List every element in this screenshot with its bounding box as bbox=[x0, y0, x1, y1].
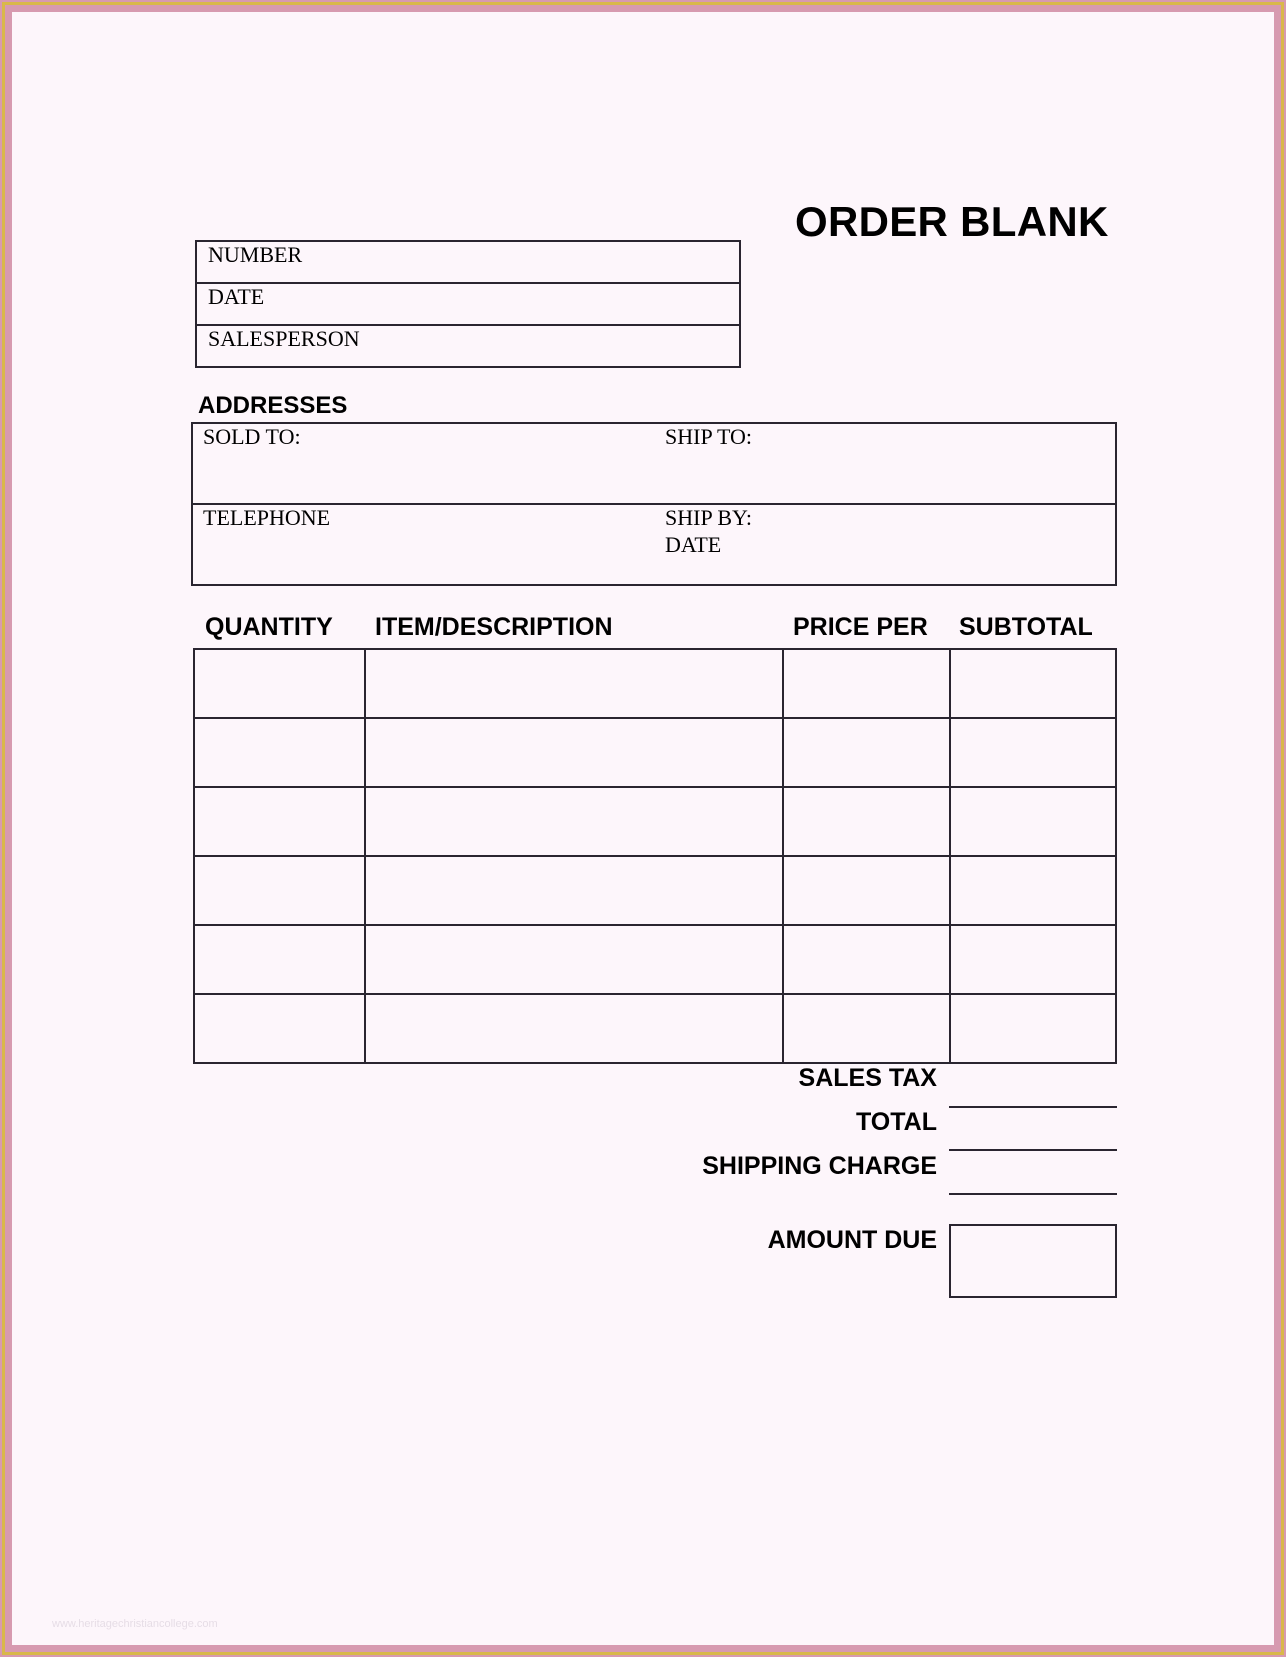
column-header-price-per: PRICE PER bbox=[793, 613, 928, 641]
sales-tax-line[interactable] bbox=[949, 1106, 1117, 1108]
header-divider-1 bbox=[195, 282, 741, 284]
amount-due-label: AMOUNT DUE bbox=[767, 1226, 937, 1254]
column-header-item-description: ITEM/DESCRIPTION bbox=[375, 613, 613, 641]
column-header-subtotal: SUBTOTAL bbox=[959, 613, 1093, 641]
ship-by-date-field[interactable]: DATE bbox=[665, 532, 722, 557]
sold-to-field[interactable]: SOLD TO: bbox=[203, 424, 301, 449]
total-line[interactable] bbox=[949, 1149, 1117, 1151]
items-row-divider-4 bbox=[193, 924, 1117, 926]
salesperson-field-label[interactable]: SALESPERSON bbox=[208, 326, 360, 351]
watermark-text: www.heritagechristiancollege.com bbox=[52, 1618, 218, 1630]
shipping-charge-line[interactable] bbox=[949, 1193, 1117, 1195]
date-field-label[interactable]: DATE bbox=[208, 284, 265, 309]
items-row-divider-5 bbox=[193, 993, 1117, 995]
ship-to-field[interactable]: SHIP TO: bbox=[665, 424, 753, 449]
shipping-charge-label: SHIPPING CHARGE bbox=[702, 1152, 937, 1180]
items-row-divider-2 bbox=[193, 786, 1117, 788]
items-row-divider-3 bbox=[193, 855, 1117, 857]
amount-due-box[interactable] bbox=[949, 1224, 1117, 1298]
column-header-quantity: QUANTITY bbox=[205, 613, 333, 641]
items-row-divider-1 bbox=[193, 717, 1117, 719]
form-title: ORDER BLANK bbox=[795, 198, 1109, 245]
number-field-label[interactable]: NUMBER bbox=[208, 242, 303, 267]
sales-tax-label: SALES TAX bbox=[798, 1064, 937, 1092]
ship-by-field[interactable]: SHIP BY: bbox=[665, 505, 753, 530]
telephone-field[interactable]: TELEPHONE bbox=[203, 505, 331, 530]
addresses-heading: ADDRESSES bbox=[198, 392, 348, 419]
total-label: TOTAL bbox=[855, 1108, 937, 1136]
order-form-page bbox=[12, 12, 1274, 1645]
